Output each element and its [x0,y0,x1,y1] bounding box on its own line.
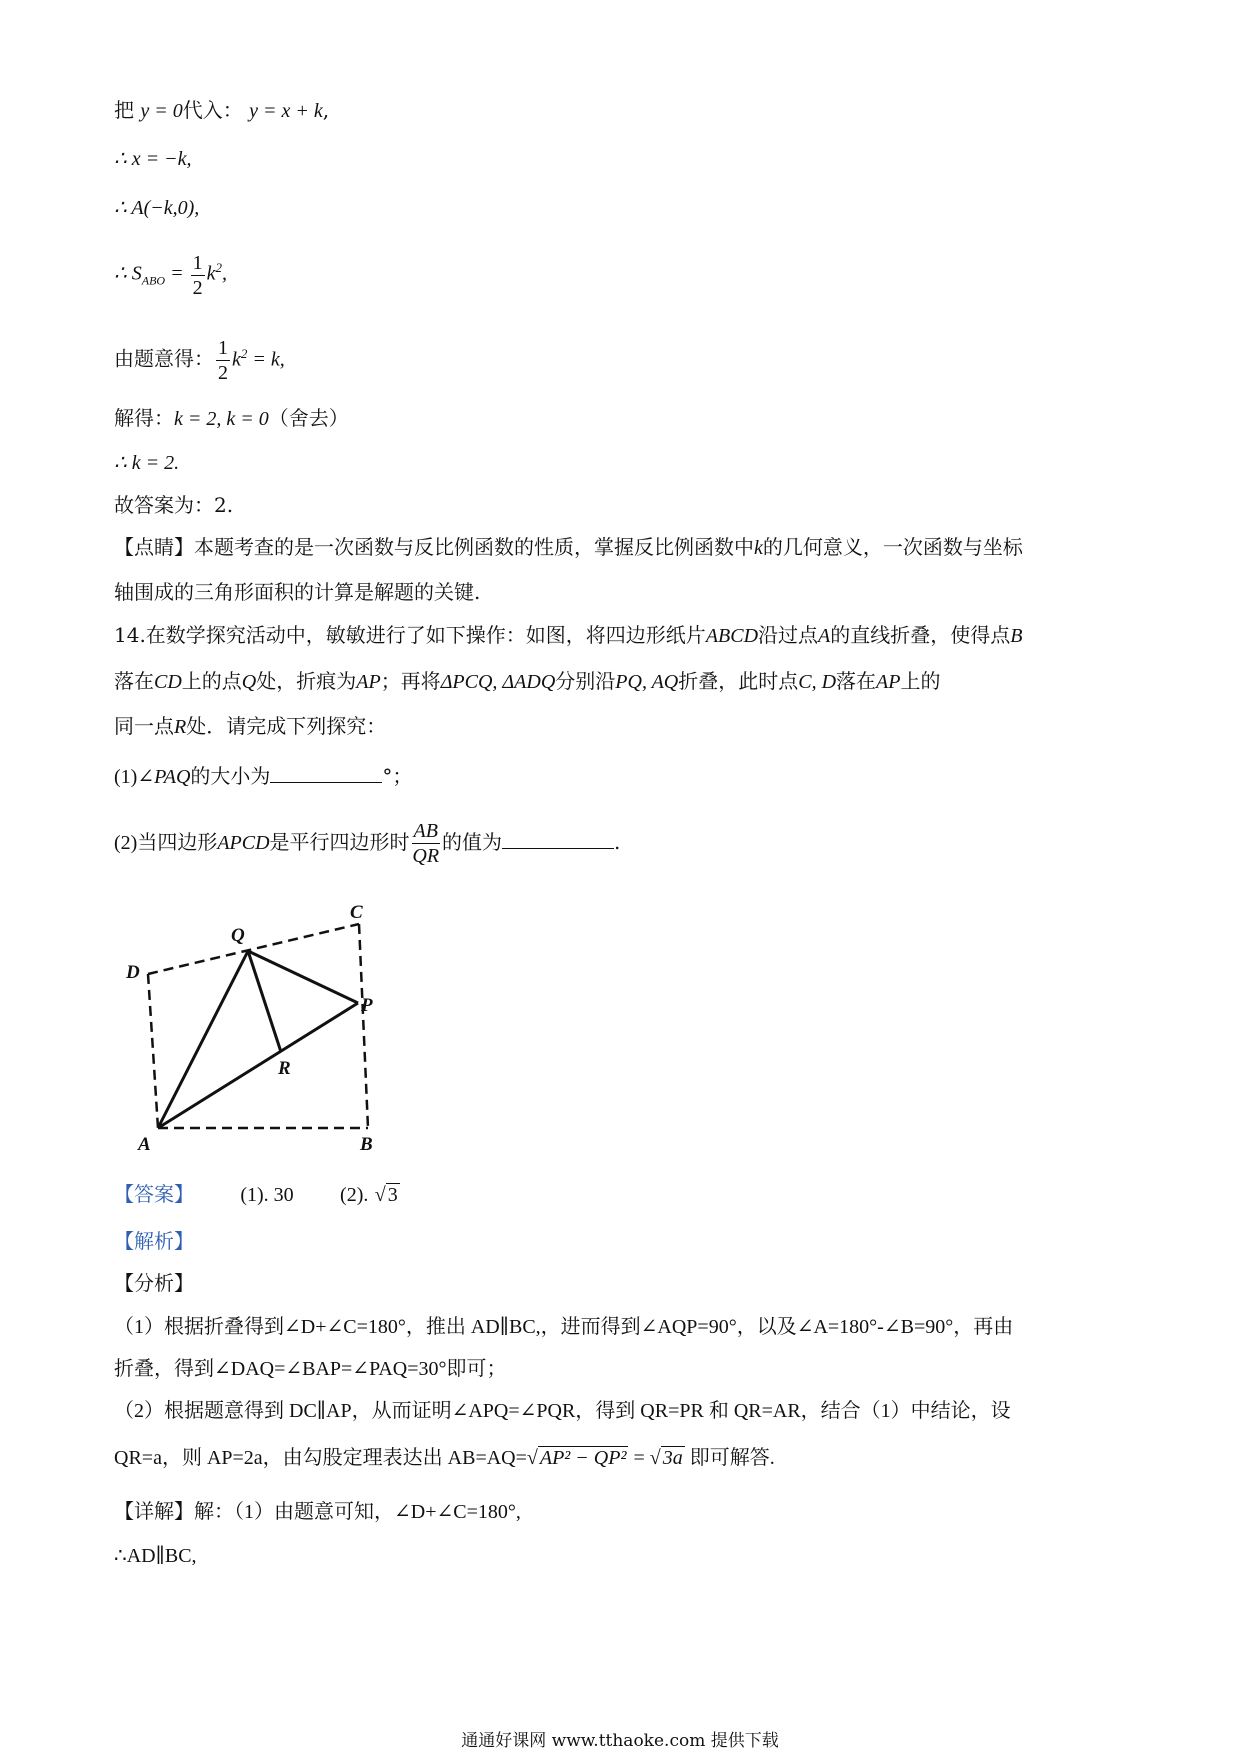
numerator: 1 [192,251,203,274]
analysis-line-2: 折叠，得到∠DAQ=∠BAP=∠PAQ=30°即可； [114,1358,507,1380]
text: 的大小为 [190,764,271,788]
step-point-a: ∴ A(−k,0), [114,197,200,219]
equation: = k, [247,348,285,371]
answer-blank [502,828,614,849]
text: 14.在数学探究活动中，敏敏进行了如下操作：如图，将四边形纸片 [114,623,706,647]
label-a: A [138,1134,151,1155]
comment-line-2: 轴围成的三角形面积的计算是解题的关键. [114,580,481,604]
fenxi-label: 【分析】 [114,1271,194,1295]
text: 上的 [900,669,941,693]
geometry-figure [120,890,400,1160]
label-c: C [350,902,363,923]
variable: A [818,625,831,647]
denominator: 2 [218,361,228,384]
answer-blank [270,762,382,783]
question-14-line-1 [114,621,1022,650]
label-b: B [360,1134,373,1155]
denominator: 2 [192,276,203,299]
variable: AP [876,671,901,693]
variable: CD [154,671,182,693]
text: 处，折痕为 [256,669,357,693]
text: 解得： [114,406,174,430]
text: 折叠，此时点 [678,669,799,693]
question-14-part-2 [114,814,620,871]
text: 的几何意义，一次函数与坐标 [762,535,1023,559]
punctuation: , [221,262,227,285]
text: 的值为 [441,830,502,854]
equation: k = 2, k = 0 [174,408,269,430]
text: 【点睛】本题考查的是一次函数与反比例函数的性质，掌握反比例函数中 [114,535,754,559]
text: 即可解答. [684,1447,775,1469]
segment-qr [248,951,281,1052]
text: 把 [114,98,141,122]
segment-qp [248,951,358,1003]
radicand: AP² − QP² [539,1447,627,1469]
answer-line: 故答案为：2. [114,493,234,517]
variable: ABCD [705,625,759,647]
variable: Q [241,671,257,693]
answer-label: 【答案】 [114,1182,194,1206]
answer-section [114,1180,400,1209]
exponent: 2 [240,346,248,361]
segment-ap [158,1003,358,1128]
text: 代入： [182,98,250,122]
page-footer: 通通好课网 www.tthaoke.com 提供下载 [461,1731,779,1751]
text: 落在 [836,669,877,693]
step-substitute [114,96,329,125]
step-x-value: ∴ x = −k, [114,148,192,170]
variable: ∠PAQ [137,766,191,788]
part-number: (1) [114,766,138,788]
label-q: Q [231,925,245,946]
question-14-line-3 [114,712,386,741]
text: 处．请完成下列探究： [186,714,387,738]
text: ；再将 [380,669,441,693]
text: QR=a，则 AP=2a，由勾股定理表达出 AB=AQ= [114,1447,527,1469]
equals: = [165,262,189,285]
text: 的直线折叠，使得点 [830,623,1011,647]
segment-cb [359,924,368,1128]
detail-line-1: 【详解】解：（1）由题意可知，∠D+∠C=180°, [114,1501,521,1523]
label-p: P [361,995,373,1016]
variable: APCD [217,832,270,854]
text: 同一点 [114,714,174,738]
exponent: 2 [215,260,222,275]
sqrt-expression: √ 3a [649,1447,683,1469]
text: （舍去） [268,406,349,430]
text: 沿过点 [758,623,819,647]
answer-part-2: (2). [340,1184,369,1206]
text: 由题意得： [114,346,214,371]
variable: k [232,348,241,371]
text: . [613,830,621,854]
punctuation: , [322,98,330,122]
denominator: QR [412,845,440,867]
analysis-line-4 [114,1444,775,1472]
part-number: (2) [114,832,138,854]
variable: B [1010,625,1023,647]
text: 分别沿 [555,669,616,693]
variable: k [206,262,216,285]
variable: k [754,537,763,559]
comment-line-1 [114,533,1023,562]
label-r: R [278,1058,291,1079]
radicand: 3 [387,1184,398,1206]
step-area-formula [114,240,227,309]
variable: R [174,716,187,738]
variable: PQ, AQ [615,671,679,693]
question-14-line-2 [114,667,940,696]
equation: y = 0 [140,100,183,122]
text: °； [382,764,413,788]
analysis-line-1: （1）根据折叠得到∠D+∠C=180°，推出 AD∥BC,，进而得到∠AQP=90°，以及∠A=180°-∠B=90°，再由 [114,1316,1014,1338]
equals: = [628,1447,650,1469]
label-d: D [126,962,140,983]
fraction [412,819,440,868]
sqrt-expression: √ 3 [374,1184,398,1206]
answer-part-1: (1). 30 [240,1184,294,1206]
text: 上的点 [181,669,242,693]
step-result: ∴ k = 2. [114,452,180,474]
segment-ad [148,974,158,1128]
fraction [216,336,230,385]
analysis-label: 【解析】 [114,1229,194,1253]
fraction [191,251,205,300]
variable: ΔPCQ, ΔADQ [440,671,556,693]
detail-line-2: ∴AD∥BC, [114,1545,197,1567]
step-equation [114,326,285,388]
radicand: 3a [662,1447,683,1469]
text: ∴ S [114,262,142,285]
analysis-line-3: （2）根据题意得到 DC∥AP，从而证明∠APQ=∠PQR，得到 QR=PR 和 QR=AR，结合（1）中结论，设 [114,1400,1011,1422]
step-solve [114,404,349,433]
variable: AP [356,671,381,693]
equation: y = x + k [249,100,323,122]
question-14-part-1 [114,762,412,791]
text: 当四边形 [137,830,218,854]
variable: C, D [798,671,837,693]
subscript: ABO [141,273,166,288]
sqrt-expression: √ AP² − QP² [526,1447,627,1469]
numerator: AB [413,820,438,842]
text: 是平行四边形时 [269,830,410,854]
text: 落在 [114,669,154,693]
numerator: 1 [218,336,228,359]
